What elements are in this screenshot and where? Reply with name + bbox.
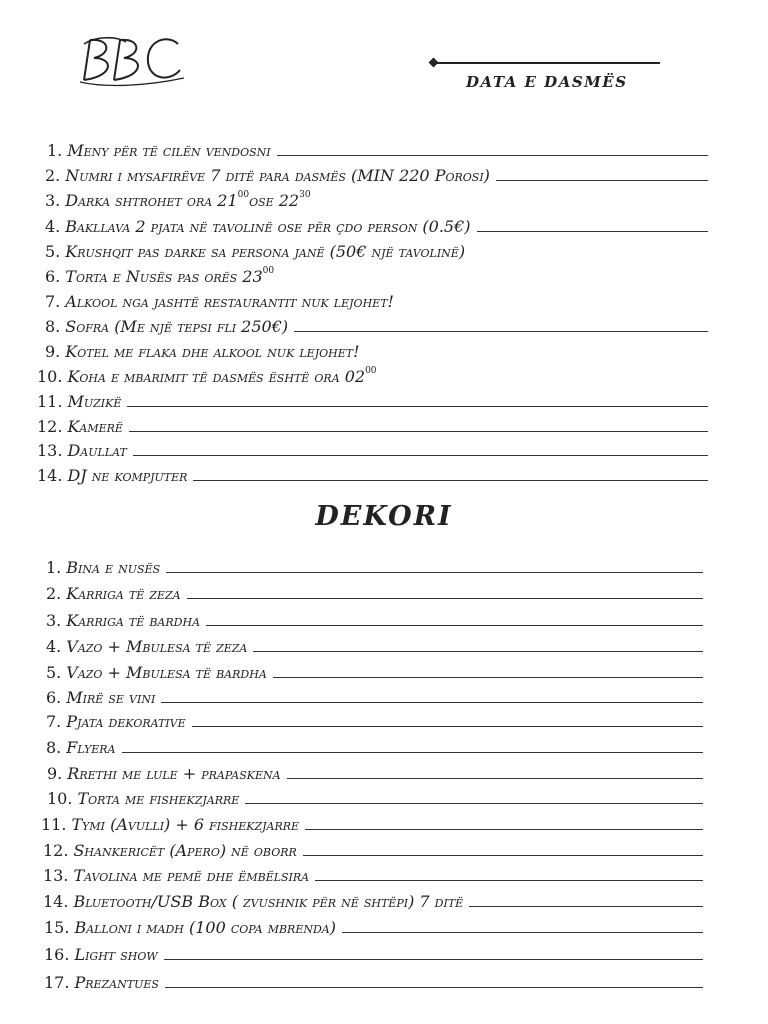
checklist-row[interactable] — [46, 608, 703, 630]
row-label: Tymi (Avulli) + 6 fishekzjarre — [71, 815, 300, 834]
checklist-row[interactable] — [45, 163, 708, 185]
row-label: Krushqit pas darke sa persona janë (50€ një tavolinë) — [65, 242, 466, 261]
fill-in-line[interactable] — [206, 624, 703, 626]
row-number: 2. — [45, 166, 61, 185]
checklist-row[interactable] — [46, 685, 703, 707]
fill-in-line[interactable] — [303, 854, 703, 856]
row-label: Light show — [74, 945, 158, 964]
checklist-row — [45, 239, 465, 261]
fill-in-line[interactable] — [193, 479, 708, 481]
fill-in-line[interactable] — [127, 405, 708, 407]
checklist-row[interactable] — [46, 555, 703, 577]
row-label: Kamerë — [67, 417, 123, 436]
checklist-row[interactable] — [43, 863, 703, 885]
row-number: 17. — [44, 973, 70, 992]
checklist-row[interactable] — [43, 838, 703, 860]
fill-in-line[interactable] — [477, 230, 708, 232]
checklist-row — [45, 264, 274, 286]
row-label: Vazo + Mbulesa të zeza — [66, 637, 248, 656]
fill-in-line[interactable] — [469, 905, 703, 907]
row-number: 1. — [46, 558, 62, 577]
row-label: Koha e mbarimit të dasmës është ora $02^{00}$ — [67, 366, 377, 386]
fill-in-line[interactable] — [305, 828, 703, 830]
row-label: Darka shtrohet ora $21^{00}ose$ $22^{30}$ — [65, 190, 311, 210]
fill-in-line[interactable] — [273, 676, 703, 678]
checklist-row[interactable] — [46, 735, 703, 757]
checklist-row — [45, 289, 394, 311]
row-number: 14. — [43, 892, 69, 911]
fill-in-line[interactable] — [187, 597, 703, 599]
row-number: 15. — [44, 918, 70, 937]
fill-in-line[interactable] — [164, 958, 703, 960]
fill-in-line[interactable] — [277, 154, 708, 156]
fill-in-line[interactable] — [192, 725, 703, 727]
row-label: Bina e nusës — [66, 558, 161, 577]
row-label: Sofra (Me një tepsi fli 250€) — [65, 317, 289, 336]
row-number: 13. — [43, 866, 69, 885]
checklist-row[interactable] — [41, 812, 703, 834]
checklist-row[interactable] — [46, 660, 703, 682]
checklist-row[interactable] — [44, 915, 703, 937]
fill-in-line[interactable] — [133, 454, 708, 456]
row-label: Meny për të cilën vendosni — [67, 141, 271, 160]
row-number: 10. — [47, 789, 73, 808]
checklist-row[interactable] — [37, 438, 708, 460]
row-label: Karriga të bardha — [66, 611, 201, 630]
row-number: 3. — [46, 611, 62, 630]
row-label: Balloni i madh (100 copa mbrenda) — [74, 918, 336, 937]
row-number: 7. — [45, 292, 61, 311]
row-number: 12. — [43, 841, 69, 860]
row-label: Rrethi me lule + prapaskena — [67, 764, 281, 783]
checklist-row[interactable] — [46, 581, 703, 603]
checklist-row[interactable] — [37, 414, 708, 436]
row-label: Numri i mysafirëve 7 ditë para dasmës (MIN 220 Porosi) — [65, 166, 490, 185]
row-number: 12. — [37, 417, 63, 436]
checklist-row[interactable] — [46, 634, 703, 656]
row-number: 13. — [37, 441, 63, 460]
row-number: 10. — [37, 367, 63, 386]
row-label: Alkool nga jashtë restaurantit nuk lejohet! — [65, 292, 394, 311]
checklist-row[interactable] — [45, 314, 708, 336]
fill-in-line[interactable] — [315, 879, 703, 881]
checklist-row — [45, 339, 360, 361]
row-label: DJ ne kompjuter — [67, 466, 188, 485]
row-number: 14. — [37, 466, 63, 485]
row-label: Vazo + Mbulesa të bardha — [66, 663, 267, 682]
checklist-row[interactable] — [47, 761, 703, 783]
fill-in-line[interactable] — [161, 701, 703, 703]
fill-in-line[interactable] — [496, 179, 708, 181]
checklist-row[interactable] — [44, 970, 703, 992]
row-label: Torta e Nusës pas orës $23^{00}$ — [65, 266, 275, 286]
fill-in-line[interactable] — [342, 931, 703, 933]
checklist-row[interactable] — [44, 942, 703, 964]
row-number: 5. — [46, 663, 62, 682]
row-label: Tavolina me pemë dhe ëmbëlsira — [73, 866, 310, 885]
row-number: 7. — [46, 712, 62, 731]
row-label: Mirë se vini — [66, 688, 156, 707]
row-number: 6. — [45, 267, 61, 286]
row-label: Daullat — [67, 441, 127, 460]
fill-in-line[interactable] — [166, 571, 703, 573]
row-label: Pjata dekorative — [66, 712, 186, 731]
checklist-row[interactable] — [43, 889, 703, 911]
row-label: Torta me fishekzjarre — [77, 789, 240, 808]
row-number: 9. — [45, 342, 61, 361]
row-label: Kotel me flaka dhe alkool nuk lejohet! — [65, 342, 360, 361]
fill-in-line[interactable] — [122, 751, 704, 753]
row-label: Bakllava 2 pjata në tavolinë ose për çdo person (0.5€) — [65, 217, 471, 236]
checklist-row[interactable] — [47, 786, 703, 808]
row-number: 6. — [46, 688, 62, 707]
row-number: 8. — [46, 738, 62, 757]
checklist-row[interactable] — [45, 214, 708, 236]
row-label: Bluetooth/USB Box ( zvushnik për në shtëpi) 7 ditë — [73, 892, 464, 911]
row-number: 4. — [46, 637, 62, 656]
row-number: 4. — [45, 217, 61, 236]
row-label: Flyera — [66, 738, 116, 757]
fill-in-line[interactable] — [165, 986, 703, 988]
checklist-row[interactable] — [47, 138, 708, 160]
row-label: Muzikë — [67, 392, 122, 411]
fill-in-line[interactable] — [287, 777, 703, 779]
checklist-row[interactable] — [46, 709, 703, 731]
checklist-row[interactable] — [37, 463, 708, 485]
row-number: 3. — [45, 191, 61, 210]
time-superscript: 00 — [262, 266, 275, 276]
fill-in-line[interactable] — [253, 650, 703, 652]
row-number: 11. — [41, 815, 67, 834]
time-superscript: 30 — [299, 190, 311, 200]
fill-in-line[interactable] — [245, 802, 703, 804]
row-number: 16. — [44, 945, 70, 964]
row-label: Shankericët (Apero) në oborr — [73, 841, 297, 860]
row-label: Prezantues — [74, 973, 159, 992]
row-number: 5. — [45, 242, 61, 261]
row-number: 1. — [47, 141, 63, 160]
checklist-row — [45, 188, 311, 210]
section-title-dekori: DEKORI — [315, 501, 453, 532]
date-line — [434, 62, 660, 64]
time-superscript: 00 — [237, 190, 250, 200]
fill-in-line[interactable] — [294, 330, 708, 332]
fill-in-line[interactable] — [129, 430, 708, 432]
date-label: DATA E DASMËS — [466, 73, 628, 91]
row-number: 2. — [46, 584, 62, 603]
bbc-logo — [76, 30, 188, 90]
checklist-row — [37, 364, 377, 386]
checklist-row[interactable] — [37, 389, 708, 411]
row-number: 11. — [37, 392, 63, 411]
row-number: 8. — [45, 317, 61, 336]
time-superscript: 00 — [365, 366, 377, 376]
row-number: 9. — [47, 764, 63, 783]
row-label: Karriga të zeza — [66, 584, 181, 603]
